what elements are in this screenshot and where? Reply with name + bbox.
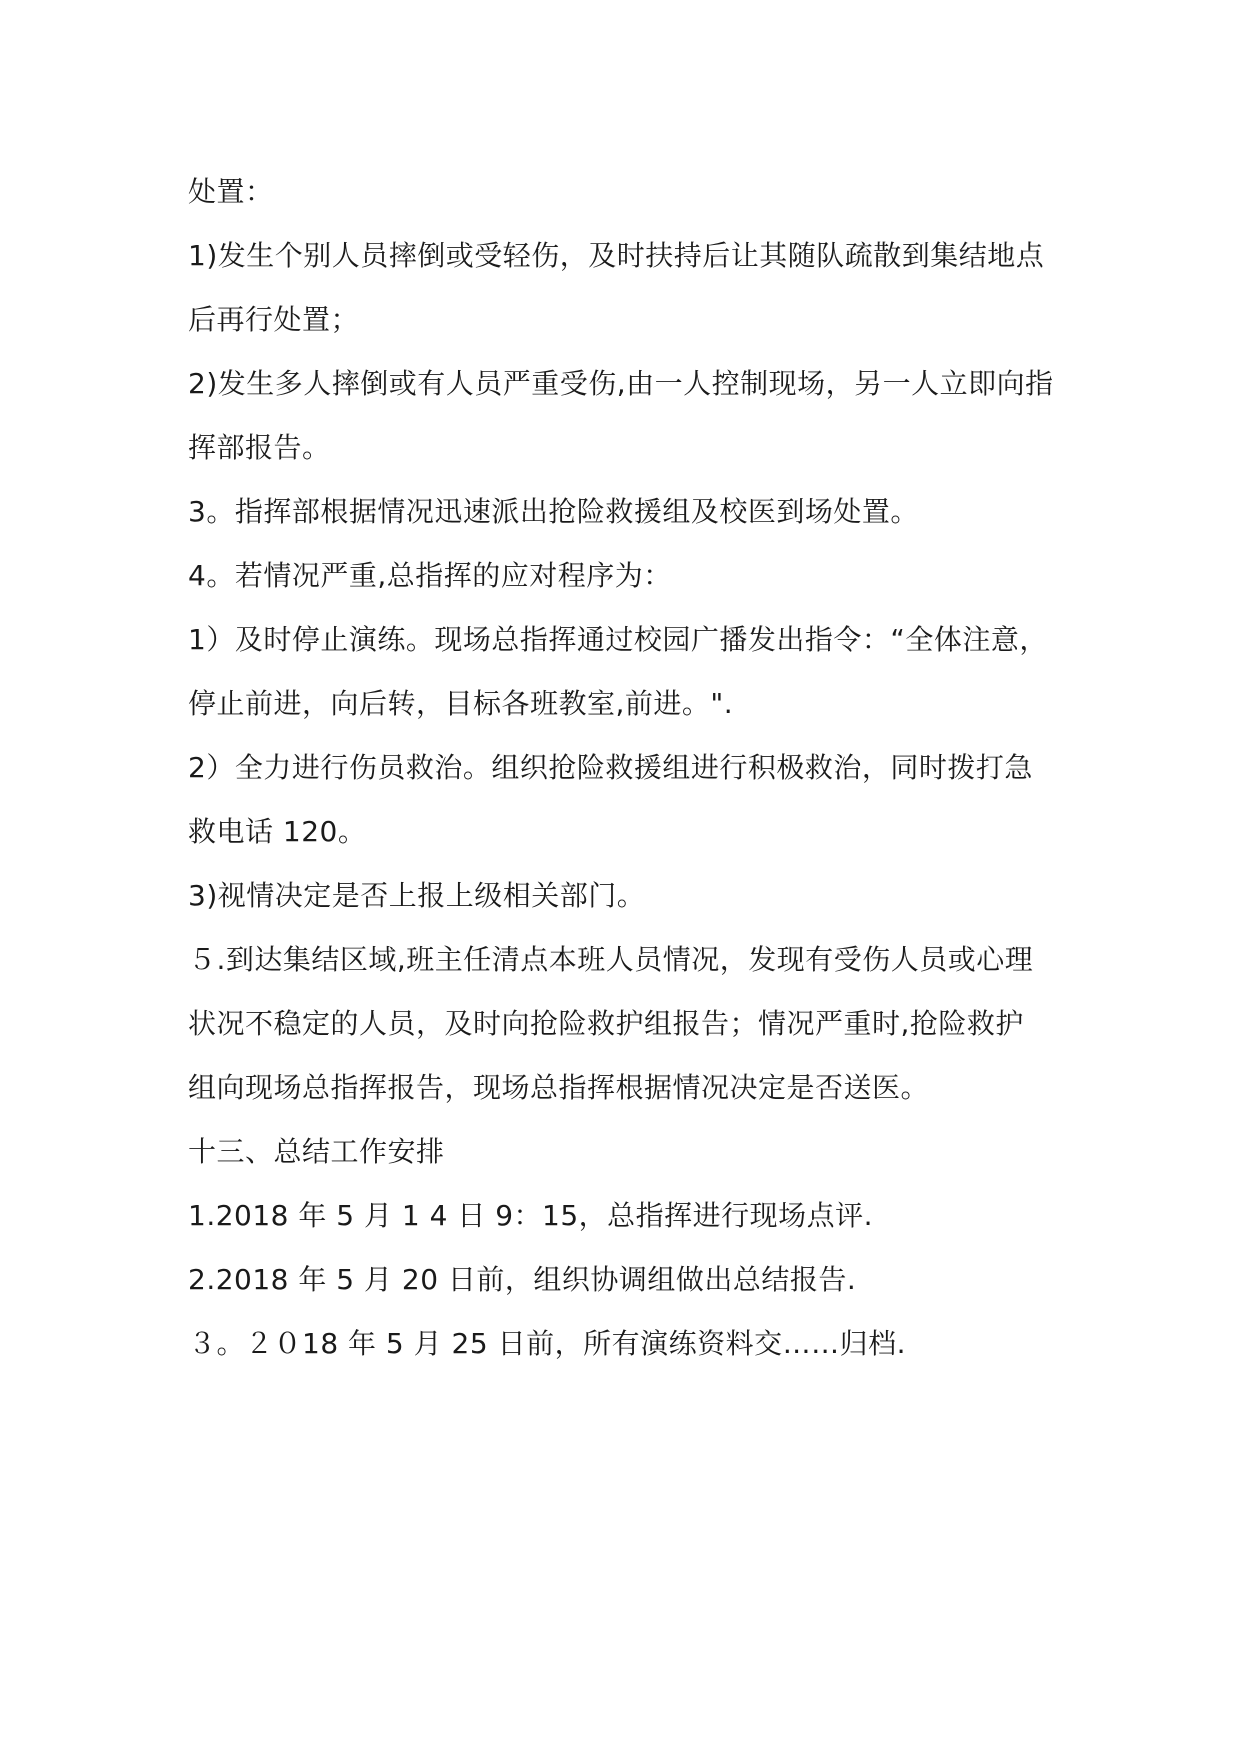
text-line: 3)视情决定是否上报上级相关部门。 bbox=[188, 879, 646, 912]
text-line: 组向现场总指挥报告，现场总指挥根据情况决定是否送医。 bbox=[188, 1071, 930, 1104]
text-line: 1）及时停止演练。现场总指挥通过校园广播发出指令：“全体注意， bbox=[188, 623, 1048, 656]
text-line: ３。２０18 年 5 月 25 日前，所有演练资料交……归档. bbox=[188, 1327, 906, 1360]
text-line-disposal-heading: 处置： bbox=[188, 175, 274, 208]
text-line: ５.到达集结区域,班主任清点本班人员情况，发现有受伤人员或心理 bbox=[188, 943, 1034, 976]
document-body bbox=[188, 160, 1068, 1376]
text-line: 后再行处置； bbox=[188, 303, 360, 336]
text-line: 4。若情况严重,总指挥的应对程序为： bbox=[188, 559, 672, 592]
text-line: 3。指挥部根据情况迅速派出抢险救援组及校医到场处置。 bbox=[188, 495, 919, 528]
text-line: 1)发生个别人员摔倒或受轻伤，及时扶持后让其随队疏散到集结地点 bbox=[188, 239, 1045, 272]
text-line: 2)发生多人摔倒或有人员严重受伤,由一人控制现场，另一人立即向指 bbox=[188, 367, 1054, 400]
section-heading: 十三、总结工作安排 bbox=[188, 1135, 445, 1168]
text-line: 挥部报告。 bbox=[188, 431, 331, 464]
text-line: 停止前进，向后转，目标各班教室,前进。". bbox=[188, 687, 734, 720]
text-line: 救电话 120。 bbox=[188, 815, 367, 848]
text-line: 状况不稳定的人员，及时向抢险救护组报告；情况严重时,抢险救护 bbox=[188, 1007, 1024, 1040]
text-line: 2）全力进行伤员救治。组织抢险救援组进行积极救治，同时拨打急 bbox=[188, 751, 1033, 784]
text-line: 2.2018 年 5 月 20 日前，组织协调组做出总结报告. bbox=[188, 1263, 857, 1296]
text-line: 1.2018 年 5 月 1 4 日 9：15，总指挥进行现场点评. bbox=[188, 1199, 874, 1232]
